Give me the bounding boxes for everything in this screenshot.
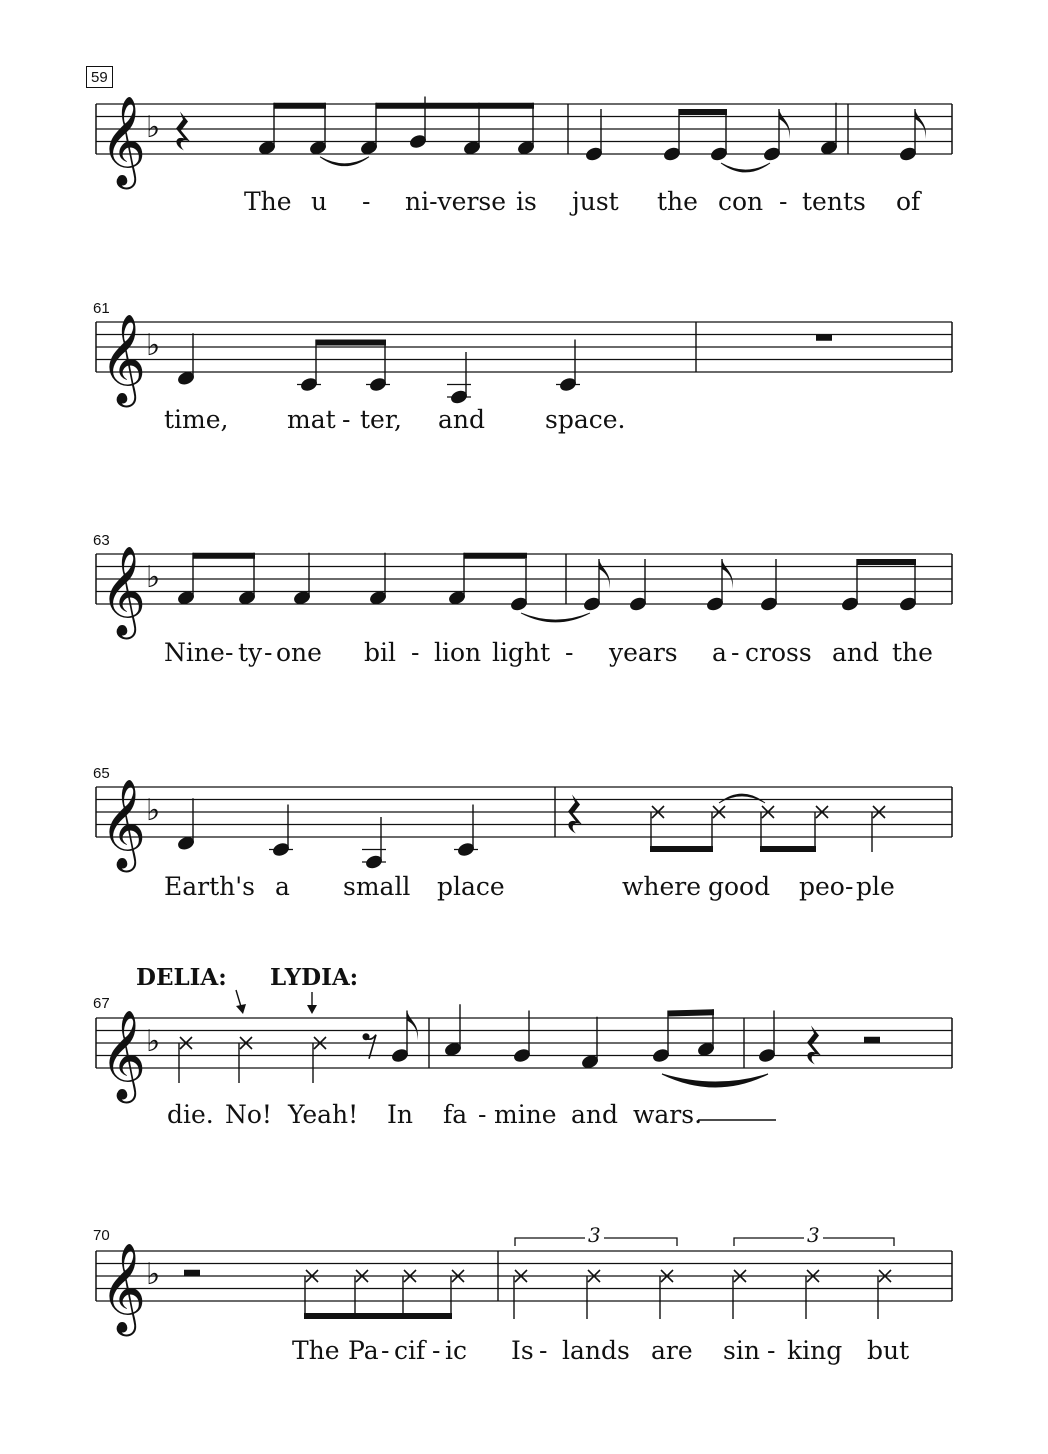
lyric-syllable: ic: [445, 1336, 467, 1365]
lyric-syllable: are: [651, 1336, 693, 1365]
lyric-syllable: and: [571, 1100, 619, 1129]
lyric-syllable: one: [276, 638, 322, 667]
lyric-syllable: In: [387, 1100, 413, 1129]
lyric-syllable: Earth's: [164, 872, 255, 901]
lyric-syllable: sin: [723, 1336, 760, 1365]
lyric-hyphen: -: [432, 1336, 441, 1365]
lyric-syllable: cross: [745, 638, 812, 667]
lyric-syllable: ty: [238, 638, 263, 667]
lyric-hyphen: -: [342, 405, 351, 434]
lyric-syllable: peo: [799, 872, 845, 901]
measure-number: 61: [93, 300, 110, 317]
lyric-syllable: Yeah!: [288, 1100, 359, 1129]
lyric-syllable: No!: [225, 1100, 272, 1129]
treble-clef-icon: 𝄞: [100, 314, 147, 404]
lyric-syllable: The: [244, 187, 292, 216]
lyric-hyphen: -: [362, 187, 371, 216]
lyric-syllable: space.: [545, 405, 626, 434]
lyric-syllable: light: [492, 638, 551, 667]
lyric-syllable: king: [787, 1336, 843, 1365]
lyric-hyphen: -: [731, 638, 740, 667]
measure-number: 65: [93, 765, 110, 782]
lyric-syllable: but: [867, 1336, 910, 1365]
lyric-syllable: The: [292, 1336, 340, 1365]
lyric-syllable: u: [311, 187, 328, 216]
treble-clef-icon: 𝄞: [100, 1010, 147, 1100]
lyric-syllable: mine: [494, 1100, 557, 1129]
lyric-hyphen: -: [478, 1100, 487, 1129]
lyric-hyphen: -: [779, 187, 788, 216]
flat-icon: ♭: [146, 328, 161, 363]
lyric-syllable: where: [622, 872, 702, 901]
lyric-syllable: years: [609, 638, 678, 667]
lyric-syllable: Nine: [164, 638, 225, 667]
lyric-syllable: lion: [434, 638, 482, 667]
lyric-hyphen: -: [264, 638, 273, 667]
lyric-hyphen: -: [767, 1336, 776, 1365]
lyric-hyphen: -: [539, 1336, 548, 1365]
lyric-syllable: time,: [164, 405, 229, 434]
lyric-syllable: just: [572, 187, 619, 216]
lyric-syllable: good: [708, 872, 771, 901]
lyric-syllable: con: [718, 187, 764, 216]
lyric-syllable: a: [275, 872, 290, 901]
treble-clef-icon: 𝄞: [100, 546, 147, 636]
flat-icon: ♭: [146, 1024, 161, 1059]
lyric-syllable: and: [832, 638, 880, 667]
measure-number: 67: [93, 995, 110, 1012]
lyric-hyphen: -: [225, 638, 234, 667]
lyric-syllable: and: [438, 405, 486, 434]
lyric-syllable: wars.: [633, 1100, 703, 1129]
lyric-syllable: ter,: [360, 405, 402, 434]
lyric-syllable: die.: [167, 1100, 214, 1129]
lyric-syllable: ni-verse: [405, 187, 507, 216]
lyric-syllable: is: [516, 187, 537, 216]
lyric-syllable: of: [896, 187, 921, 216]
lyric-syllable: lands: [562, 1336, 630, 1365]
measure-number: 63: [93, 532, 110, 549]
lyric-syllable: fa: [443, 1100, 468, 1129]
measure-number: 59: [86, 66, 113, 88]
lyric-syllable: small: [343, 872, 411, 901]
lyric-syllable: Is: [511, 1336, 534, 1365]
speaker-label-lydia: LYDIA:: [270, 964, 359, 991]
tuplet-number: 3: [804, 1225, 823, 1245]
lyric-syllable: mat: [287, 405, 336, 434]
lyric-syllable: tents: [802, 187, 866, 216]
flat-icon: ♭: [146, 110, 161, 145]
lyric-syllable: a: [712, 638, 727, 667]
lyric-hyphen: -: [845, 872, 854, 901]
treble-clef-icon: 𝄞: [100, 1243, 147, 1333]
measure-number: 70: [93, 1227, 110, 1244]
lyric-hyphen: -: [565, 638, 574, 667]
treble-clef-icon: 𝄞: [100, 96, 147, 186]
lyric-hyphen: -: [381, 1336, 390, 1365]
flat-icon: ♭: [146, 1257, 161, 1292]
flat-icon: ♭: [146, 793, 161, 828]
lyric-syllable: Pa: [348, 1336, 379, 1365]
lyric-syllable: ple: [856, 872, 895, 901]
treble-clef-icon: 𝄞: [100, 779, 147, 869]
tuplet-number: 3: [585, 1225, 604, 1245]
lyric-syllable: cif: [394, 1336, 426, 1365]
lyric-syllable: bil: [364, 638, 396, 667]
lyric-syllable: the: [892, 638, 933, 667]
lyric-syllable: the: [657, 187, 698, 216]
lyric-syllable: place: [437, 872, 505, 901]
lyric-hyphen: -: [411, 638, 420, 667]
flat-icon: ♭: [146, 560, 161, 595]
speaker-label-delia: DELIA:: [136, 964, 227, 991]
